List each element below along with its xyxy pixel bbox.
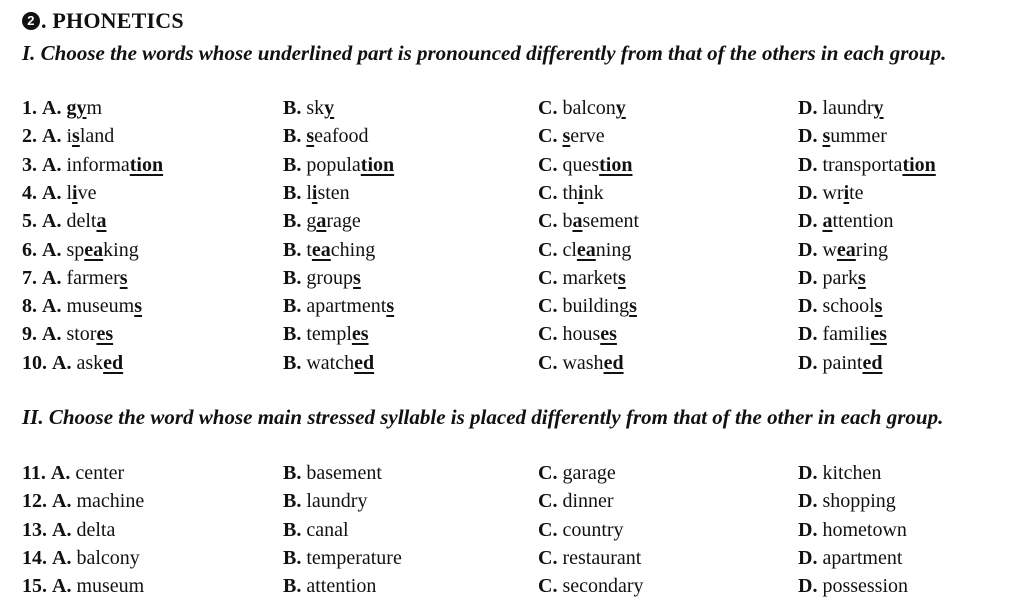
option-label: D. (798, 490, 818, 513)
question-row (22, 264, 1002, 292)
word-text: temperature (301, 546, 402, 569)
underlined-part: gy (66, 97, 87, 119)
option-label: D. (798, 323, 818, 346)
option-label: C. (538, 125, 558, 148)
part1-instruction: I. Choose the words whose underlined part is pronounced differently from that of the others in each group. (22, 41, 947, 65)
question-number: 2. (22, 125, 37, 148)
answer-option-b[interactable] (283, 572, 376, 600)
underlined-part: y (615, 97, 626, 119)
option-label: D. (798, 575, 818, 598)
option-label: C. (538, 490, 558, 513)
answer-option-b[interactable] (283, 151, 394, 179)
word-text: dinner (557, 490, 614, 513)
option-label: B. (283, 181, 302, 204)
word-text: ning (595, 238, 632, 261)
question-number: 10. (22, 351, 47, 374)
option-label: C. (538, 295, 558, 318)
word-text: stor (61, 323, 97, 346)
underlined-part: ed (354, 351, 375, 374)
option-label: C. (538, 210, 558, 233)
option-label: A. (42, 210, 62, 233)
option-label: A. (42, 153, 62, 176)
answer-option-b[interactable] (283, 349, 374, 377)
option-label: B. (283, 238, 302, 261)
word-text: l (301, 181, 312, 204)
question-number: 7. (22, 266, 37, 289)
option-label: C. (538, 266, 558, 289)
word-text: i (61, 125, 73, 148)
option-label: D. (798, 153, 818, 176)
word-text: machine (71, 490, 145, 513)
word-text: te (849, 181, 864, 204)
option-label: D. (798, 351, 818, 374)
underlined-part: tion (902, 153, 936, 176)
underlined-part: a (96, 210, 107, 233)
answer-option-d[interactable] (798, 459, 881, 487)
option-label: D. (798, 238, 818, 261)
answer-option-a[interactable] (22, 320, 113, 348)
word-text: shopping (817, 490, 896, 513)
word-text: sten (317, 181, 350, 204)
underlined-part: i (72, 181, 78, 204)
underlined-part: tion (360, 153, 395, 176)
word-text: b (557, 210, 573, 233)
question-number: 11. (22, 462, 46, 484)
word-text: basement (301, 462, 382, 484)
answer-option-d[interactable] (798, 94, 884, 122)
word-text: laundry (301, 490, 368, 513)
underlined-part: s (72, 125, 80, 148)
answer-option-b[interactable] (283, 292, 394, 320)
underlined-part: tion (599, 153, 633, 176)
option-label: B. (283, 518, 302, 541)
word-text: market (557, 266, 618, 289)
option-label: A. (52, 518, 72, 541)
word-text: ask (71, 351, 104, 374)
answer-option-d[interactable] (798, 122, 887, 150)
word-text: attention (301, 575, 377, 598)
answer-option-d[interactable] (798, 487, 896, 515)
option-label: C. (538, 351, 558, 374)
answer-option-a[interactable] (22, 516, 115, 544)
question-number: 8. (22, 295, 37, 318)
question-row (22, 122, 1002, 150)
option-label: A. (50, 462, 71, 484)
underlined-part: ea (576, 238, 596, 261)
answer-option-c[interactable] (538, 320, 617, 348)
word-text: balcon (557, 97, 616, 119)
word-text: informa (61, 153, 130, 176)
underlined-part: a (316, 210, 327, 233)
word-text: canal (301, 518, 349, 541)
option-label: D. (798, 295, 818, 318)
answer-option-b[interactable] (283, 516, 349, 544)
option-label: B. (283, 153, 302, 176)
answer-option-c[interactable] (538, 151, 632, 179)
question-row (22, 516, 1002, 544)
question-row (22, 94, 1002, 122)
question-row (22, 320, 1002, 348)
question-number: 6. (22, 238, 37, 261)
answer-option-d[interactable] (798, 572, 908, 600)
option-label: B. (283, 125, 302, 148)
word-text: building (557, 295, 630, 318)
option-label: C. (538, 181, 558, 204)
underlined-part: s (562, 125, 571, 148)
word-text: ching (330, 238, 376, 261)
answer-option-c[interactable] (538, 264, 626, 292)
option-label: D. (798, 181, 818, 204)
underlined-part: ed (862, 351, 883, 374)
option-label: A. (42, 125, 62, 148)
option-label: B. (283, 266, 302, 289)
question-number: 13. (22, 518, 47, 541)
word-text: famili (817, 323, 871, 346)
answer-option-c[interactable] (538, 179, 604, 207)
underlined-part: s (353, 266, 361, 289)
underlined-part: ea (311, 238, 331, 261)
answer-option-d[interactable] (798, 320, 887, 348)
option-label: C. (538, 462, 558, 484)
word-text: eafood (314, 125, 369, 148)
answer-option-c[interactable] (538, 516, 624, 544)
word-text: ring (855, 238, 889, 261)
answer-option-d[interactable] (798, 236, 888, 264)
question-number: 5. (22, 210, 37, 233)
word-text: watch (301, 351, 355, 374)
answer-option-b[interactable] (283, 94, 334, 122)
word-text: sement (582, 210, 640, 233)
word-text: nk (583, 181, 604, 204)
underlined-part: s (306, 125, 315, 148)
underlined-part: y (324, 97, 335, 119)
underlined-part: es (351, 323, 369, 346)
underlined-part: ed (103, 351, 124, 374)
word-text: land (79, 125, 115, 148)
word-text: th (557, 181, 579, 204)
option-label: B. (283, 210, 302, 233)
underlined-part: s (386, 295, 395, 318)
word-text: hous (557, 323, 601, 346)
answer-option-d[interactable] (798, 292, 882, 320)
answer-option-c[interactable] (538, 122, 605, 150)
word-text: wr (817, 181, 844, 204)
underlined-part: s (822, 125, 831, 148)
underlined-part: i (578, 181, 584, 204)
underlined-part: tion (129, 153, 164, 176)
part2-instruction: II. Choose the word whose main stressed syllable is placed differently from that of the other in each group. (22, 405, 944, 429)
answer-option-b[interactable] (283, 544, 402, 572)
question-row (22, 292, 1002, 320)
word-text: school (817, 295, 875, 318)
question-number: 3. (22, 153, 37, 176)
word-text: popula (301, 153, 361, 176)
answer-option-a[interactable] (22, 207, 106, 235)
underlined-part: s (629, 295, 637, 318)
word-text: possession (817, 575, 909, 598)
question-number: 14. (22, 546, 47, 569)
answer-option-a[interactable] (22, 151, 163, 179)
word-text: delt (61, 210, 97, 233)
word-text: erve (570, 125, 605, 148)
word-text: apartment (301, 295, 387, 318)
option-label: B. (283, 295, 302, 318)
word-text: museum (71, 575, 145, 598)
answer-option-c[interactable] (538, 236, 631, 264)
underlined-part: ea (84, 238, 104, 261)
answer-option-c[interactable] (538, 207, 639, 235)
answer-option-c[interactable] (538, 349, 624, 377)
answer-option-d[interactable] (798, 179, 864, 207)
word-text: secondary (557, 575, 644, 598)
question-number: 12. (22, 490, 47, 513)
word-text: hometown (817, 518, 907, 541)
question-row (22, 572, 1002, 600)
answer-option-b[interactable] (283, 122, 369, 150)
underlined-part: s (119, 266, 128, 289)
question-row (22, 487, 1002, 515)
option-label: C. (538, 546, 558, 569)
underlined-part: y (873, 97, 884, 119)
underlined-part: i (311, 181, 318, 204)
underlined-part: a (822, 210, 833, 233)
answer-option-a[interactable] (22, 236, 139, 264)
underlined-part: s (617, 266, 626, 289)
answer-option-b[interactable] (283, 179, 350, 207)
word-text: m (86, 97, 103, 119)
word-text: ummer (830, 125, 887, 148)
word-text: group (301, 266, 354, 289)
question-number: 1. (22, 97, 37, 119)
answer-option-a[interactable] (22, 572, 144, 600)
question-number: 15. (22, 575, 47, 598)
question-row (22, 179, 1002, 207)
option-label: B. (283, 490, 302, 513)
word-text: ve (77, 181, 97, 204)
word-text: rage (326, 210, 361, 233)
option-label: A. (42, 323, 62, 346)
word-text: farmer (61, 266, 120, 289)
word-text: museum (61, 295, 135, 318)
option-label: C. (538, 575, 558, 598)
word-text: king (103, 238, 139, 261)
option-label: D. (798, 462, 818, 484)
answer-option-c[interactable] (538, 544, 641, 572)
option-label: B. (283, 97, 302, 119)
answer-option-c[interactable] (538, 487, 614, 515)
underlined-part: es (870, 323, 887, 346)
option-label: A. (42, 97, 62, 119)
word-text: t (301, 238, 312, 261)
question-row (22, 459, 1002, 487)
word-text: laundr (817, 97, 874, 119)
option-label: A. (52, 575, 72, 598)
option-label: A. (42, 181, 62, 204)
underlined-part: es (96, 323, 114, 346)
word-text: l (61, 181, 73, 204)
question-number: 4. (22, 181, 37, 204)
answer-option-a[interactable] (22, 459, 124, 487)
section-title: . PHONETICS (41, 8, 184, 33)
word-text: sp (61, 238, 85, 261)
option-label: A. (52, 546, 72, 569)
word-text: g (301, 210, 317, 233)
option-label: C. (538, 153, 558, 176)
answer-option-a[interactable] (22, 94, 102, 122)
option-label: C. (538, 518, 558, 541)
option-label: B. (283, 546, 302, 569)
answer-option-a[interactable] (22, 487, 144, 515)
word-text: apartment (817, 546, 903, 569)
word-text: ttention (832, 210, 894, 233)
option-label: D. (798, 546, 818, 569)
option-label: D. (798, 518, 818, 541)
word-text: delta (71, 518, 116, 541)
question-row (22, 349, 1002, 377)
question-row (22, 544, 1002, 572)
section-heading (22, 8, 184, 34)
option-label: C. (538, 323, 558, 346)
underlined-part: ea (836, 238, 856, 261)
word-text: kitchen (817, 462, 882, 484)
answer-option-b[interactable] (283, 320, 369, 348)
word-text: park (817, 266, 858, 289)
word-text: paint (817, 351, 863, 374)
word-text: garage (557, 462, 616, 484)
answer-option-d[interactable] (798, 516, 907, 544)
answer-option-c[interactable] (538, 572, 644, 600)
underlined-part: i (843, 181, 850, 204)
option-label: A. (52, 351, 72, 374)
word-text: country (557, 518, 624, 541)
question-row (22, 151, 1002, 179)
option-label: D. (798, 210, 818, 233)
answer-option-d[interactable] (798, 264, 866, 292)
answer-option-c[interactable] (538, 94, 626, 122)
word-text: w (817, 238, 837, 261)
question-row (22, 207, 1002, 235)
answer-option-b[interactable] (283, 236, 375, 264)
answer-option-a[interactable] (22, 264, 128, 292)
underlined-part: s (134, 295, 143, 318)
option-label: A. (42, 266, 62, 289)
answer-option-c[interactable] (538, 459, 616, 487)
question-number: 9. (22, 323, 37, 346)
option-label: D. (798, 266, 818, 289)
option-label: B. (283, 462, 302, 484)
answer-option-d[interactable] (798, 151, 936, 179)
answer-option-a[interactable] (22, 179, 96, 207)
option-label: A. (42, 238, 62, 261)
answer-option-d[interactable] (798, 544, 902, 572)
underlined-part: es (600, 323, 617, 346)
answer-option-a[interactable] (22, 349, 123, 377)
option-label: B. (283, 575, 302, 598)
option-label: C. (538, 238, 558, 261)
option-label: C. (538, 97, 558, 119)
underlined-part: s (874, 295, 883, 318)
answer-option-a[interactable] (22, 544, 140, 572)
word-text: restaurant (557, 546, 642, 569)
option-label: A. (42, 295, 62, 318)
answer-option-c[interactable] (538, 292, 637, 320)
word-text: templ (301, 323, 352, 346)
word-text: transporta (817, 153, 903, 176)
answer-option-b[interactable] (283, 264, 361, 292)
answer-option-d[interactable] (798, 207, 894, 235)
answer-option-b[interactable] (283, 459, 382, 487)
underlined-part: s (858, 266, 866, 289)
answer-option-a[interactable] (22, 122, 114, 150)
option-label: B. (283, 351, 302, 374)
option-label: D. (798, 125, 818, 148)
question-row (22, 236, 1002, 264)
underlined-part: ed (603, 351, 624, 374)
word-text: balcony (71, 546, 140, 569)
option-label: D. (798, 97, 818, 119)
option-label: A. (52, 490, 72, 513)
word-text: ques (557, 153, 600, 176)
word-text: wash (557, 351, 604, 374)
answer-option-a[interactable] (22, 292, 142, 320)
word-text: sk (301, 97, 325, 119)
option-label: B. (283, 323, 302, 346)
answer-option-b[interactable] (283, 487, 367, 515)
answer-option-b[interactable] (283, 207, 361, 235)
section-number-badge: 2 (22, 12, 40, 30)
word-text: center (70, 462, 125, 484)
answer-option-d[interactable] (798, 349, 882, 377)
underlined-part: a (572, 210, 583, 233)
word-text: cl (557, 238, 577, 261)
